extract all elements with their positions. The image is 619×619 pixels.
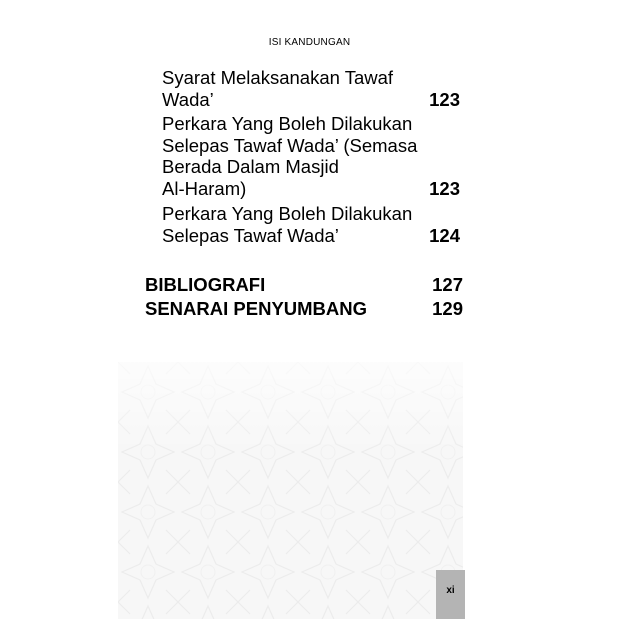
toc-entry-text: Syarat Melaksanakan Tawaf — [162, 67, 394, 88]
toc-entry-page-number: 123 — [429, 89, 460, 110]
geometric-pattern-background — [118, 362, 463, 619]
toc-entry-text: Selepas Tawaf Wada’ (Semasa — [162, 135, 418, 156]
toc-section-page-number: 129 — [432, 298, 463, 319]
toc-entry-page-number: 123 — [429, 178, 460, 199]
toc-entry-text: Perkara Yang Boleh Dilakukan — [162, 113, 413, 134]
toc-entry-page-number: 124 — [429, 225, 460, 246]
page-number: xi — [446, 585, 455, 596]
toc-section-title: BIBLIOGRAFI — [145, 274, 266, 295]
toc-entry-text: Perkara Yang Boleh Dilakukan — [162, 203, 413, 224]
toc-entry-text: Wada’ — [162, 89, 214, 110]
page-number-tab — [436, 570, 465, 619]
toc-section-title: SENARAI PENYUMBANG — [145, 298, 368, 319]
toc-entry-text: Al-Haram) — [162, 178, 247, 199]
page-header: ISI KANDUNGAN — [268, 37, 351, 48]
toc-entry-text: Berada Dalam Masjid — [162, 156, 339, 177]
toc-section-page-number: 127 — [432, 274, 463, 295]
toc-entry-text: Selepas Tawaf Wada’ — [162, 225, 339, 246]
